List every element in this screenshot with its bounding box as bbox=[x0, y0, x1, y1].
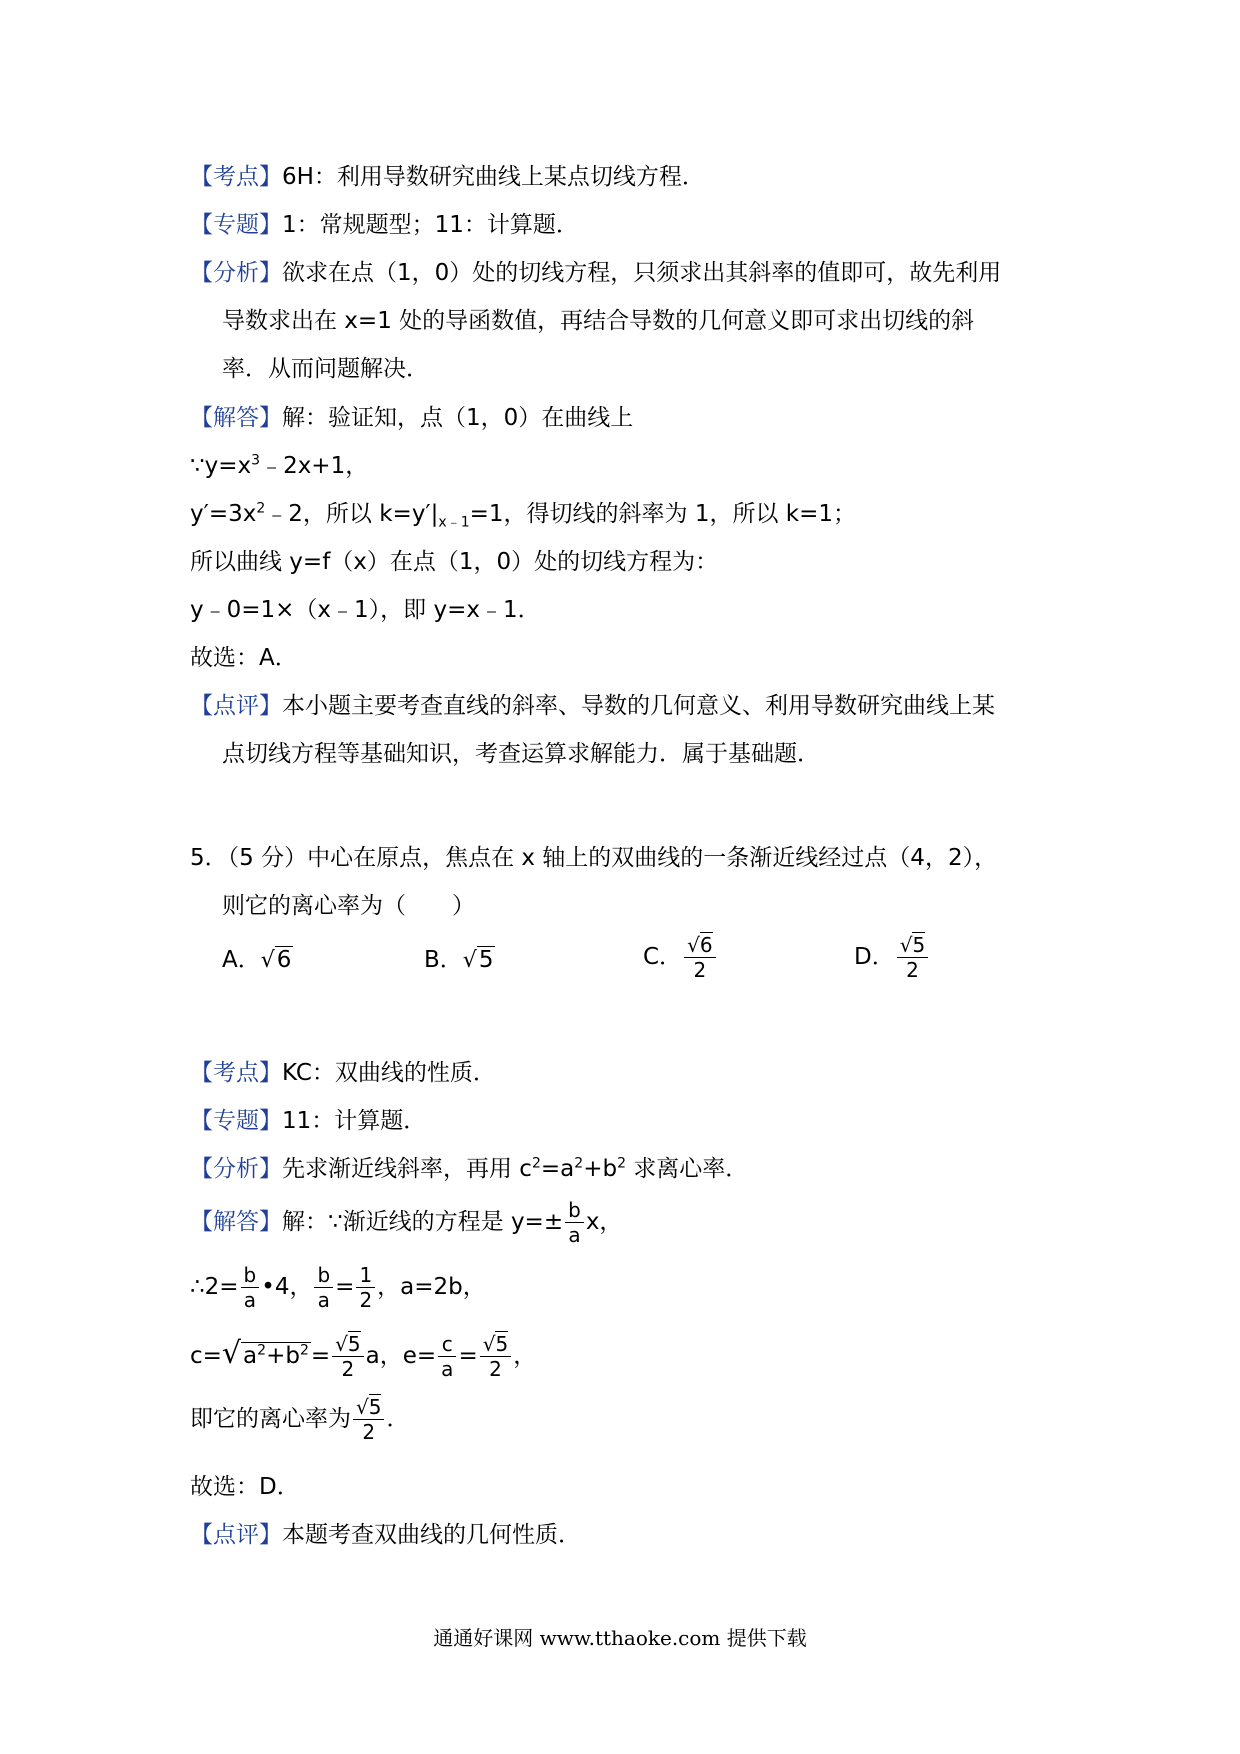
fraction bbox=[565, 1200, 584, 1245]
fraction bbox=[332, 1334, 363, 1379]
radical-sign: √ bbox=[356, 1395, 369, 1419]
math-text: = bbox=[458, 1343, 478, 1369]
denominator: 2 bbox=[341, 1357, 355, 1381]
denominator: 2 bbox=[489, 1357, 502, 1381]
zhuanti-text: 11：计算题． bbox=[282, 1108, 427, 1134]
dianping-line2: 点切线方程等基础知识，考查运算求解能力．属于基础题． bbox=[222, 741, 820, 767]
denominator: 2 bbox=[359, 1288, 373, 1312]
choice-label: D． bbox=[854, 944, 895, 970]
q5-dianping bbox=[190, 1520, 581, 1550]
math-text: a bbox=[243, 1343, 258, 1369]
math-text: ， bbox=[513, 1343, 537, 1369]
choice-a bbox=[222, 945, 293, 976]
math-text: ． bbox=[386, 1406, 410, 1432]
q4-step4: y﹣0=1×（x﹣1），即 y=x﹣1． bbox=[190, 597, 541, 623]
denominator: 2 bbox=[906, 958, 919, 982]
radicand: 6 bbox=[699, 933, 713, 957]
choice-label: B． bbox=[424, 947, 463, 973]
math-text: 解：∵渐近线的方程是 y=± bbox=[282, 1209, 564, 1235]
radical-sign: √ bbox=[335, 1332, 348, 1356]
radicand bbox=[241, 1342, 311, 1369]
kaodian-text: 6H：利用导数研究曲线上某点切线方程． bbox=[282, 164, 705, 190]
fraction bbox=[241, 1265, 260, 1310]
choice-d bbox=[854, 935, 930, 980]
kaodian-text: KC：双曲线的性质． bbox=[282, 1060, 496, 1086]
q4-answer: 故选：A． bbox=[190, 645, 298, 671]
q4-step3: 所以曲线 y=f（x）在点（1，0）处的切线方程为： bbox=[190, 549, 719, 575]
q4-step2 bbox=[190, 499, 856, 529]
choice-label: C． bbox=[643, 944, 683, 970]
numerator bbox=[684, 935, 715, 958]
exponent: 2 bbox=[574, 1155, 584, 1172]
math-text: •4， bbox=[261, 1274, 313, 1300]
fraction bbox=[897, 935, 928, 980]
math-text: =a bbox=[540, 1156, 575, 1182]
q4-fenxi bbox=[190, 258, 1001, 288]
fraction bbox=[438, 1334, 456, 1379]
math-text: 求离心率． bbox=[625, 1156, 749, 1182]
zhuanti-tag: 【专题】 bbox=[190, 212, 282, 238]
numerator bbox=[897, 935, 928, 958]
q5-stem-line2: 则它的离心率为（ ） bbox=[222, 893, 475, 919]
fraction bbox=[356, 1265, 375, 1310]
math-text: ，a=2b， bbox=[377, 1274, 486, 1300]
q5-stem-line1: 5．（5 分）中心在原点，焦点在 x 轴上的双曲线的一条渐近线经过点（4，2）， bbox=[190, 845, 998, 871]
choice-b bbox=[424, 945, 495, 976]
exponent: 2 bbox=[617, 1155, 626, 1172]
math-text: x， bbox=[585, 1209, 623, 1235]
exponent: 2 bbox=[256, 500, 266, 517]
math-text: ∴2= bbox=[190, 1274, 239, 1300]
math-text: a，e= bbox=[365, 1343, 437, 1369]
denominator: a bbox=[568, 1223, 581, 1247]
exponent: 2 bbox=[299, 1342, 309, 1359]
numerator: b bbox=[241, 1265, 260, 1288]
math-text: y′=3x bbox=[190, 501, 257, 527]
q5-step3 bbox=[190, 1397, 409, 1442]
math-text: ﹣2x+1， bbox=[260, 453, 369, 479]
jieda-tag: 【解答】 bbox=[190, 1209, 282, 1235]
radical-sign: √ bbox=[482, 1332, 496, 1356]
radicand: 5 bbox=[347, 1332, 361, 1356]
q5-answer: 故选：D． bbox=[190, 1474, 300, 1500]
math-text: c= bbox=[190, 1343, 222, 1369]
fenxi-line1: 欲求在点（1，0）处的切线方程，只须求出其斜率的值即可，故先利用 bbox=[282, 260, 1002, 286]
q4-dianping bbox=[190, 691, 995, 721]
q5-zhuanti bbox=[190, 1106, 426, 1136]
fraction bbox=[353, 1397, 384, 1442]
q4-step1 bbox=[190, 451, 368, 481]
radicand: 5 bbox=[912, 933, 926, 957]
jieda-tag: 【解答】 bbox=[190, 405, 282, 431]
fenxi-line2: 导数求出在 x=1 处的导函数值，再结合导数的几何意义即可求出切线的斜 bbox=[222, 308, 975, 334]
math-text: = bbox=[335, 1274, 355, 1300]
denominator: a bbox=[243, 1288, 257, 1312]
fraction bbox=[480, 1334, 511, 1379]
numerator: c bbox=[438, 1334, 456, 1357]
exponent: 3 bbox=[251, 452, 261, 469]
fenxi-tag: 【分析】 bbox=[190, 260, 282, 286]
radicand: 5 bbox=[478, 947, 494, 973]
math-text: ﹣2，所以 k=y′| bbox=[265, 501, 439, 527]
kaodian-tag: 【考点】 bbox=[190, 1060, 282, 1086]
radicand: 5 bbox=[368, 1395, 382, 1419]
denominator: 2 bbox=[362, 1420, 376, 1444]
radicand: 5 bbox=[495, 1332, 509, 1356]
zhuanti-tag: 【专题】 bbox=[190, 1108, 282, 1134]
math-text: =1，得切线的斜率为 1，所以 k=1； bbox=[469, 501, 856, 527]
math-text: +b bbox=[583, 1156, 618, 1182]
denominator: 2 bbox=[693, 958, 707, 982]
denominator: a bbox=[441, 1357, 454, 1381]
q5-jieda bbox=[190, 1200, 622, 1245]
dianping-tag: 【点评】 bbox=[190, 693, 282, 719]
numerator: b bbox=[314, 1265, 333, 1288]
zhuanti-text: 1：常规题型；11：计算题． bbox=[282, 212, 579, 238]
kaodian-tag: 【考点】 bbox=[190, 164, 282, 190]
q5-step1 bbox=[190, 1265, 486, 1310]
q5-step2 bbox=[190, 1332, 536, 1379]
q4-zhuanti bbox=[190, 210, 579, 240]
jieda-text: 解：验证知，点（1，0）在曲线上 bbox=[282, 405, 634, 431]
numerator: 1 bbox=[356, 1265, 375, 1288]
math-text: = bbox=[310, 1343, 331, 1369]
q5-kaodian bbox=[190, 1058, 496, 1088]
exponent: 2 bbox=[257, 1342, 267, 1359]
q4-kaodian bbox=[190, 162, 705, 192]
sqrt bbox=[222, 1332, 311, 1378]
q5-fenxi bbox=[190, 1154, 748, 1184]
fenxi-tag: 【分析】 bbox=[190, 1156, 282, 1182]
radicand: 6 bbox=[276, 947, 292, 973]
choice-c bbox=[643, 935, 718, 980]
numerator: b bbox=[565, 1200, 584, 1223]
sqrt bbox=[261, 945, 294, 976]
subscript: x﹣1 bbox=[438, 514, 470, 531]
numerator bbox=[480, 1334, 511, 1357]
exponent: 2 bbox=[531, 1155, 541, 1172]
numerator bbox=[332, 1334, 363, 1357]
radical-sign: √ bbox=[899, 933, 913, 957]
denominator: a bbox=[317, 1288, 330, 1312]
math-text: 先求渐近线斜率，再用 c bbox=[282, 1156, 532, 1182]
radical-sign: √ bbox=[260, 948, 275, 973]
radical-sign: √ bbox=[687, 933, 700, 957]
fraction bbox=[314, 1265, 333, 1310]
q4-jieda bbox=[190, 403, 633, 433]
footer-credit: 通通好课网 www.tthaoke.com 提供下载 bbox=[433, 1626, 807, 1650]
dianping-tag: 【点评】 bbox=[190, 1522, 282, 1548]
dianping-line1: 本小题主要考查直线的斜率、导数的几何意义、利用导数研究曲线上某 bbox=[282, 693, 995, 719]
math-text: 即它的离心率为 bbox=[190, 1406, 351, 1432]
choice-label: A． bbox=[222, 947, 261, 973]
fraction bbox=[684, 935, 715, 980]
fenxi-line3: 率．从而问题解决． bbox=[222, 356, 429, 382]
sqrt bbox=[463, 945, 496, 976]
radical-sign: √ bbox=[462, 948, 477, 973]
dianping-text: 本题考查双曲线的几何性质． bbox=[282, 1522, 581, 1548]
radical-sign: √ bbox=[221, 1336, 242, 1371]
math-text: +b bbox=[266, 1343, 300, 1369]
math-text: ∵y=x bbox=[190, 453, 252, 479]
numerator bbox=[353, 1397, 384, 1420]
